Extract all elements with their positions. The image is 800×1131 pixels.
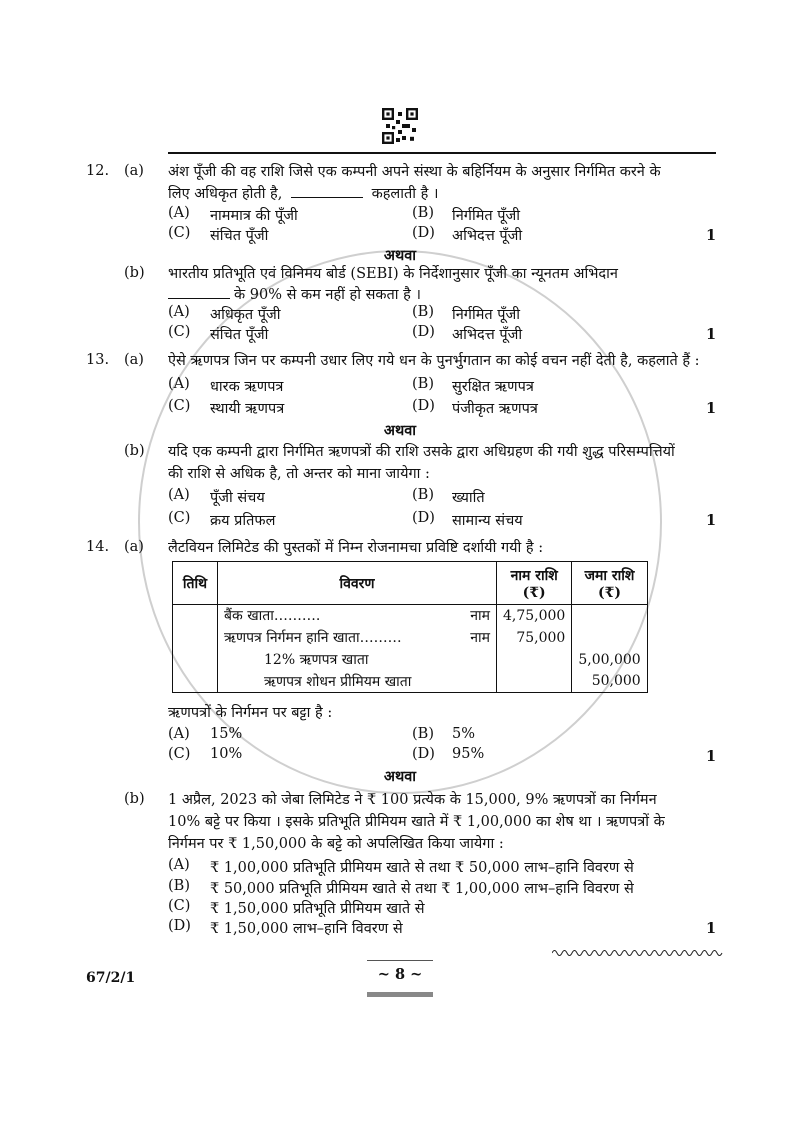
question-text: निर्गमन पर ₹ 1,50,000 के बट्टे को अपलिखित किया जायेगा : bbox=[168, 836, 504, 852]
credit-cell: 5,00,000 bbox=[572, 649, 647, 671]
table-row bbox=[173, 605, 648, 627]
option-text: स्थायी ऋणपत्र bbox=[210, 401, 285, 417]
marks: 1 bbox=[706, 512, 717, 529]
option-text: सामान्य संचय bbox=[452, 513, 523, 529]
dr-label: नाम bbox=[470, 630, 490, 646]
option-label: (B) bbox=[412, 487, 434, 503]
question-text: अंश पूँजी की वह राशि जिसे एक कम्पनी अपने संस्था के बहिर्नियम के अनुसार निर्गमित करने के bbox=[168, 164, 661, 180]
dr-label: नाम bbox=[470, 608, 490, 625]
debit-cell bbox=[497, 671, 572, 693]
option-text: धारक ऋणपत्र bbox=[210, 379, 284, 395]
table-row bbox=[173, 649, 648, 671]
header-credit bbox=[572, 562, 647, 605]
option-text: ख्याति bbox=[452, 490, 485, 506]
option-text: संचित पूँजी bbox=[210, 228, 269, 244]
journal-entry-table bbox=[172, 561, 648, 693]
option-text: अभिदत्त पूँजी bbox=[452, 228, 523, 244]
option-label: (D) bbox=[412, 510, 435, 526]
question-number: 13. bbox=[86, 352, 110, 368]
option-text: ₹ 1,00,000 प्रतिभूति प्रीमियम खाते से तथा ₹ 50,000 लाभ–हानि विवरण से bbox=[210, 860, 634, 876]
particulars-cell bbox=[218, 605, 497, 627]
marks: 1 bbox=[706, 326, 717, 343]
marks: 1 bbox=[706, 920, 717, 937]
question-text-pre: लिए अधिकृत होती है, bbox=[168, 186, 283, 202]
header-credit-unit: (₹) bbox=[598, 584, 622, 601]
option-label: (C) bbox=[168, 746, 191, 762]
option-label: (D) bbox=[412, 324, 435, 340]
particulars-cell bbox=[218, 627, 497, 649]
question-text: यदि एक कम्पनी द्वारा निर्गमित ऋणपत्रों की राशि उसके द्वारा अधिग्रहण की गयी शुद्ध परिसम्पत्तियों bbox=[168, 444, 675, 460]
credit-cell: 50,000 bbox=[572, 671, 647, 693]
question-text bbox=[168, 284, 421, 304]
question-text: ऋणपत्रों के निर्गमन पर बट्टा है : bbox=[168, 705, 333, 721]
date-cell bbox=[173, 627, 218, 649]
credit-cell bbox=[572, 627, 647, 649]
option-text: ₹ 1,50,000 लाभ–हानि विवरण से bbox=[210, 921, 403, 937]
option-label: (A) bbox=[168, 205, 190, 221]
option-label: (A) bbox=[168, 304, 190, 320]
or-separator: अथवा bbox=[383, 422, 417, 439]
option-text: नाममात्र की पूँजी bbox=[210, 208, 298, 224]
option-text: 10% bbox=[210, 746, 243, 762]
paper-code: 67/2/1 bbox=[86, 970, 136, 986]
option-label: (C) bbox=[168, 324, 191, 340]
particulars-text: ऋणपत्र निर्गमन हानि खाता……… bbox=[224, 630, 402, 646]
option-text: अधिकृत पूँजी bbox=[210, 307, 281, 323]
option-text: 15% bbox=[210, 726, 243, 742]
option-label: (D) bbox=[412, 746, 435, 762]
end-squiggle-line bbox=[552, 948, 724, 958]
page-number-bar bbox=[367, 992, 433, 997]
option-text: अभिदत्त पूँजी bbox=[452, 327, 523, 343]
date-cell bbox=[173, 605, 218, 627]
question-text: भारतीय प्रतिभूति एवं विनिमय बोर्ड (SEBI) के निर्देशानुसार पूँजी का न्यूनतम अभिदान bbox=[168, 266, 618, 282]
question-text-post: के 90% से कम नहीं हो सकता है । bbox=[234, 287, 421, 303]
option-label: (B) bbox=[412, 304, 434, 320]
debit-cell bbox=[497, 649, 572, 671]
question-text bbox=[168, 183, 438, 203]
table-header-row bbox=[173, 562, 648, 605]
part-label: (a) bbox=[124, 352, 144, 368]
header-debit-label: नाम राशि bbox=[510, 567, 558, 584]
option-text: ₹ 50,000 प्रतिभूति प्रीमियम खाते से तथा ₹ 1,00,000 लाभ–हानि विवरण से bbox=[210, 881, 634, 897]
debit-cell: 75,000 bbox=[497, 627, 572, 649]
option-label: (D) bbox=[168, 918, 191, 934]
option-text: निर्गमित पूँजी bbox=[452, 307, 521, 323]
marks: 1 bbox=[706, 748, 717, 765]
part-label: (a) bbox=[124, 163, 144, 179]
option-label: (A) bbox=[168, 726, 190, 742]
question-text: की राशि से अधिक है, तो अन्तर को माना जायेगा : bbox=[168, 466, 430, 482]
header-rule bbox=[168, 152, 716, 154]
part-label: (b) bbox=[124, 265, 145, 281]
table-row bbox=[173, 627, 648, 649]
option-label: (B) bbox=[412, 726, 434, 742]
option-text: 95% bbox=[452, 746, 485, 762]
date-cell bbox=[173, 671, 218, 693]
header-date: तिथि bbox=[173, 562, 218, 605]
particulars-text: ऋणपत्र शोधन प्रीमियम खाता bbox=[264, 673, 412, 690]
option-label: (B) bbox=[412, 376, 434, 392]
table-row bbox=[173, 671, 648, 693]
debit-cell: 4,75,000 bbox=[497, 605, 572, 627]
page-number: ~ 8 ~ bbox=[377, 966, 423, 983]
marks: 1 bbox=[706, 400, 717, 417]
option-text: पूँजी संचय bbox=[210, 490, 265, 506]
qr-code-icon bbox=[382, 108, 418, 144]
option-text: 5% bbox=[452, 726, 476, 742]
fill-in-blank bbox=[291, 185, 363, 198]
header-debit-unit: (₹) bbox=[522, 584, 546, 601]
question-number: 14. bbox=[86, 539, 110, 555]
question-text: 10% बट्टे पर किया । इसके प्रतिभूति प्रीमियम खाते में ₹ 1,00,000 का शेष था । ऋणपत्रों के bbox=[168, 814, 665, 830]
part-label: (b) bbox=[124, 791, 145, 807]
question-text: ऐसे ऋणपत्र जिन पर कम्पनी उधार लिए गये धन के पुनर्भुगतान का कोई वचन नहीं देती है, कहलाते हैं : bbox=[168, 353, 700, 369]
option-label: (C) bbox=[168, 225, 191, 241]
particulars-cell bbox=[218, 649, 497, 671]
option-label: (C) bbox=[168, 510, 191, 526]
option-text: पंजीकृत ऋणपत्र bbox=[452, 401, 538, 417]
question-text: लैटवियन लिमिटेड की पुस्तकों में निम्न रोजनामचा प्रविष्टि दर्शायी गयी है : bbox=[168, 540, 544, 556]
option-label: (D) bbox=[412, 398, 435, 414]
page-number-rule bbox=[367, 960, 433, 961]
option-label: (B) bbox=[168, 878, 190, 894]
or-separator: अथवा bbox=[383, 247, 417, 264]
credit-cell bbox=[572, 605, 647, 627]
particulars-cell bbox=[218, 671, 497, 693]
option-text: सुरक्षित ऋणपत्र bbox=[452, 379, 534, 395]
marks: 1 bbox=[706, 227, 717, 244]
option-label: (C) bbox=[168, 898, 191, 914]
header-credit-label: जमा राशि bbox=[584, 567, 635, 584]
fill-in-blank bbox=[168, 286, 230, 299]
option-label: (A) bbox=[168, 487, 190, 503]
or-separator: अथवा bbox=[383, 768, 417, 785]
particulars-text: 12% ऋणपत्र खाता bbox=[264, 652, 369, 668]
question-text: 1 अप्रैल, 2023 को जेबा लिमिटेड ने ₹ 100 प्रत्येक के 15,000, 9% ऋणपत्रों का निर्गमन bbox=[168, 792, 657, 808]
option-text: निर्गमित पूँजी bbox=[452, 208, 521, 224]
option-label: (A) bbox=[168, 376, 190, 392]
option-label: (D) bbox=[412, 225, 435, 241]
header-debit bbox=[497, 562, 572, 605]
part-label: (b) bbox=[124, 443, 145, 459]
part-label: (a) bbox=[124, 539, 144, 555]
option-label: (A) bbox=[168, 857, 190, 873]
question-number: 12. bbox=[86, 163, 110, 179]
question-text-post: कहलाती है । bbox=[371, 186, 439, 202]
date-cell bbox=[173, 649, 218, 671]
option-text: ₹ 1,50,000 प्रतिभूति प्रीमियम खाते से bbox=[210, 901, 425, 917]
option-text: संचित पूँजी bbox=[210, 327, 269, 343]
particulars-text: बैंक खाता………. bbox=[224, 608, 321, 625]
header-particulars: विवरण bbox=[218, 562, 497, 605]
option-label: (B) bbox=[412, 205, 434, 221]
option-label: (C) bbox=[168, 398, 191, 414]
option-text: क्रय प्रतिफल bbox=[210, 513, 276, 529]
